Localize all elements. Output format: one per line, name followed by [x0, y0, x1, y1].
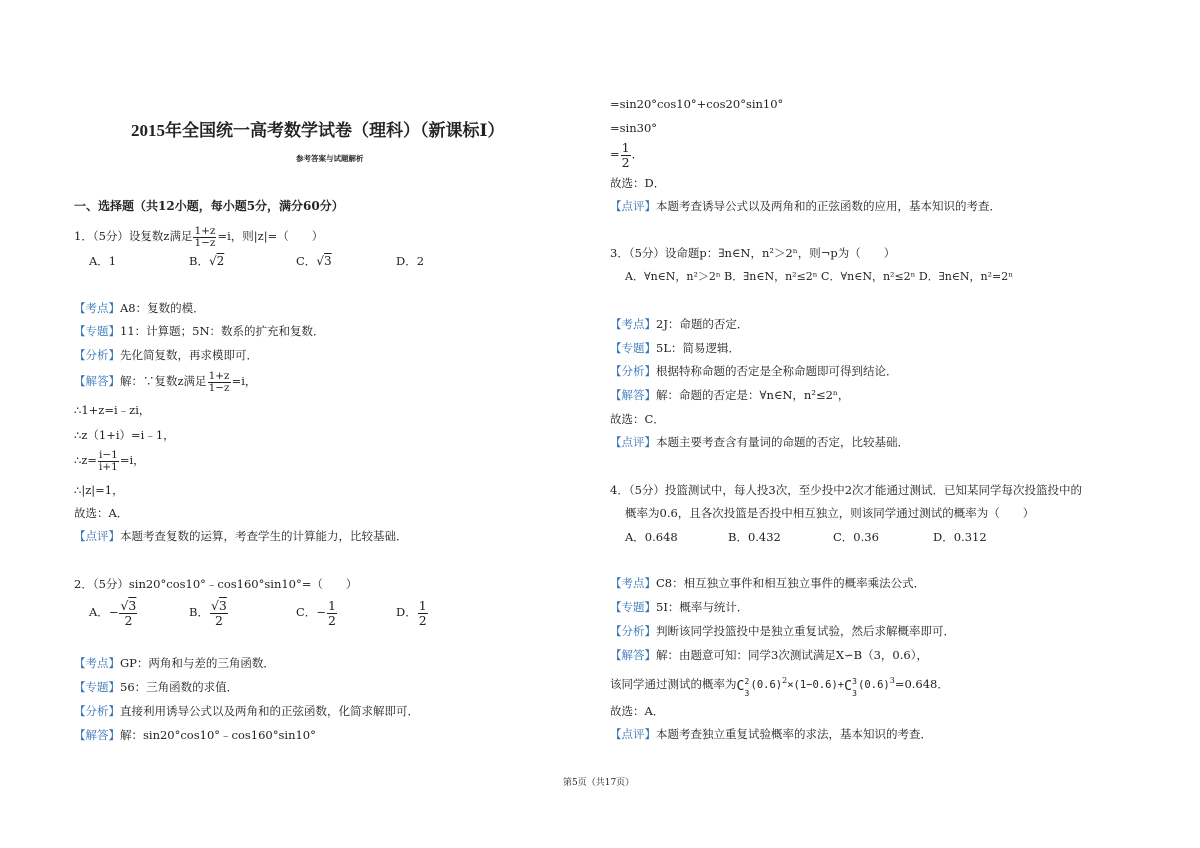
q1-option-d: D．2: [396, 254, 425, 268]
combination-c32: C 2 3: [736, 676, 750, 698]
q1-fraction: $\frac{1+z}{1-z}$: [194, 224, 216, 249]
combination-c33: C 3 3: [844, 676, 857, 698]
q3-dianping: 【点评】本题主要考查含有量词的命题的否定，比较基础．: [610, 435, 909, 449]
q4-answer: 故选：A．: [610, 704, 665, 718]
q1-option-b: B．√2: [189, 254, 225, 268]
q1-option-a: A．1: [89, 254, 117, 268]
page-title: 2015年全国统一高考数学试卷（理科）（新课标Ⅰ）: [131, 121, 505, 140]
q4-option-d: D．0.312: [933, 530, 987, 544]
q1-step-3: ∴z= $\frac{i-1}{i+1}$ =i，: [74, 448, 145, 473]
q1-stem: 1．（5分）设复数z满足 $\frac{1+z}{1-z}$ =i，则|z|=（ ）: [74, 224, 324, 249]
q4-option-a: A．0.648: [625, 530, 678, 544]
q1-jieda: 【解答】解：∵复数z满足 $\frac{1+z}{1-z}$ =i，: [74, 369, 257, 394]
q1-step-1: ∴1+z=i﹣zi，: [74, 403, 151, 417]
section-header: 一、选择题（共12小题，每小题5分，满分60分）: [74, 199, 344, 213]
q4-zhuanti: 【专题】5I：概率与统计．: [610, 600, 749, 614]
q1-step-4: ∴|z|=1，: [74, 483, 124, 497]
q4-option-b: B．0.432: [728, 530, 781, 544]
q2-answer: 故选：D．: [610, 176, 666, 190]
q2-cont-line-3: = $\frac{1}{2}$ ．: [610, 139, 644, 170]
q3-stem: 3．（5分）设命题p：∃n∈N，n²＞2ⁿ，则¬p为（ ）: [610, 246, 896, 260]
q1-option-c: C．√3: [296, 254, 332, 268]
q3-zhuanti: 【专题】5L：简易逻辑．: [610, 341, 740, 355]
q3-fenxi: 【分析】根据特称命题的否定是全称命题即可得到结论．: [610, 364, 898, 378]
q4-option-c: C．0.36: [833, 530, 879, 544]
q4-dianping: 【点评】本题考查独立重复试验概率的求法，基本知识的考查．: [610, 727, 932, 741]
page-footer: 第5页（共17页）: [563, 778, 635, 788]
q1-answer: 故选：A．: [74, 506, 129, 520]
q3-jieda: 【解答】解：命题的否定是：∀n∈N，n²≤2ⁿ，: [610, 388, 850, 402]
q1-fenxi: 【分析】先化简复数，再求模即可．: [74, 348, 258, 362]
q4-formula: 该同学通过测试的概率为 C 2 3 $(0.6)^2\times(1-0.6)+$ C 3 3 $(0.6)^3=0.648$．: [610, 676, 949, 698]
q2-stem: 2．（5分）sin20°cos10°﹣cos160°sin10°=（ ）: [74, 577, 358, 591]
q2-zhuanti: 【专题】56：三角函数的求值．: [74, 680, 239, 694]
q1-zhuanti: 【专题】11：计算题；5N：数系的扩充和复数．: [74, 324, 325, 338]
q2-fenxi: 【分析】直接利用诱导公式以及两角和的正弦函数，化简求解即可．: [74, 704, 419, 718]
q2-kaodian: 【考点】GP：两角和与差的三角函数．: [74, 656, 275, 670]
q1-dianping: 【点评】本题考查复数的运算，考查学生的计算能力，比较基础．: [74, 529, 408, 543]
q4-stem-line-1: 4．（5分）投篮测试中，每人投3次，至少投中2次才能通过测试．已知某同学每次投篮投中的: [610, 483, 1083, 497]
q4-kaodian: 【考点】C8：相互独立事件和相互独立事件的概率乘法公式．: [610, 576, 926, 590]
q2-cont-line-2: =sin30°: [610, 121, 658, 135]
q4-fenxi: 【分析】判断该同学投篮投中是独立重复试验，然后求解概率即可．: [610, 624, 955, 638]
q1-kaodian: 【考点】A8：复数的模．: [74, 301, 205, 315]
q2-option-c: C．− $\frac{1}{2}$: [296, 597, 336, 628]
q2-cont-line-1: =sin20°cos10°+cos20°sin10°: [610, 97, 784, 111]
q2-dianping: 【点评】本题考查诱导公式以及两角和的正弦函数的应用，基本知识的考查．: [610, 199, 1001, 213]
q3-answer: 故选：C．: [610, 412, 665, 426]
q3-kaodian: 【考点】2J：命题的否定．: [610, 317, 749, 331]
q2-option-a: A．− $\frac{√3}{2}$: [89, 597, 137, 628]
q2-option-d: D． $\frac{1}{2}$: [396, 597, 427, 628]
q3-options: A．∀n∈N，n²＞2ⁿ B．∃n∈N，n²≤2ⁿ C．∀n∈N，n²≤2ⁿ D．∃n∈N，n²=2ⁿ: [625, 270, 1014, 283]
q4-stem-line-2: 概率为0.6，且各次投篮是否投中相互独立，则该同学通过测试的概率为（ ）: [625, 506, 1035, 520]
q2-option-b: B． $\frac{√3}{2}$: [189, 597, 227, 628]
q4-jieda: 【解答】解：由题意可知：同学3次测试满足X∽B（3，0.6），: [610, 648, 928, 662]
page-subtitle: 参考答案与试题解析: [296, 154, 364, 163]
q1-step-2: ∴z（1+i）=i﹣1，: [74, 428, 175, 442]
q2-jieda: 【解答】解：sin20°cos10°﹣cos160°sin10°: [74, 728, 316, 742]
